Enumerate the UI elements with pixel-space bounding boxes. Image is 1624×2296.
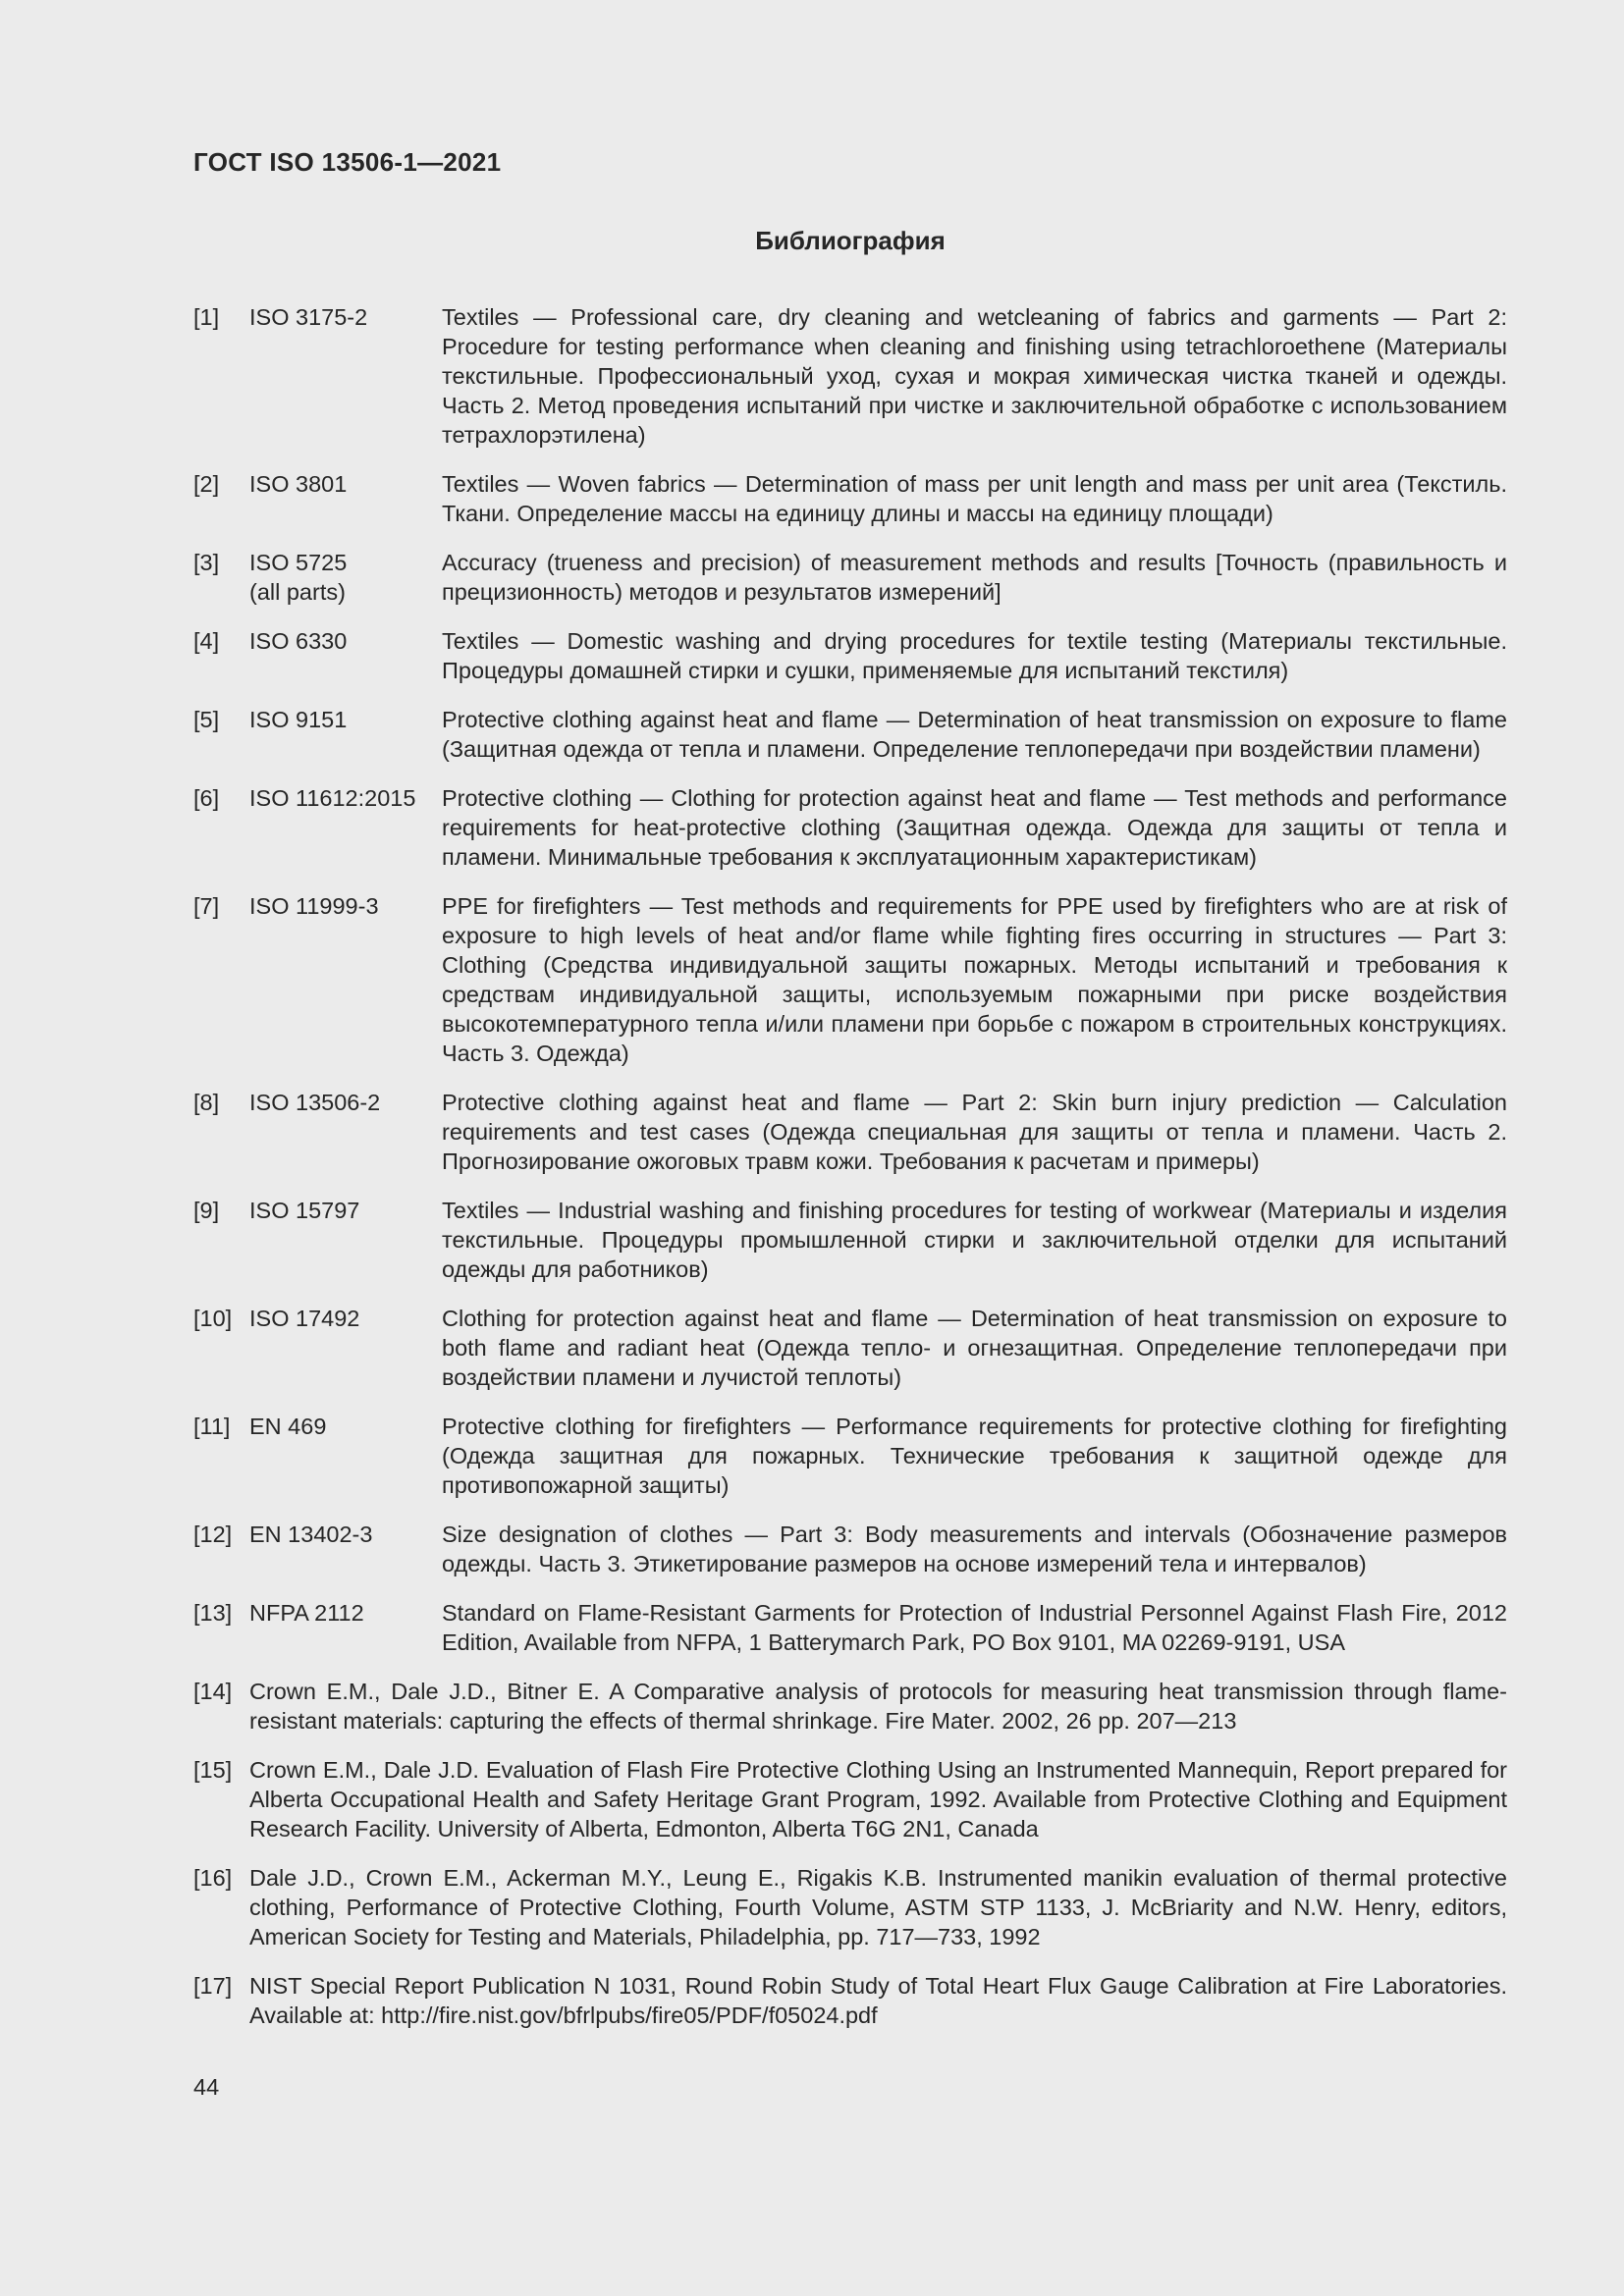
entry-text: Textiles — Professional care, dry cleaning and wetcleaning of fabrics and garments — Part 2: Procedure for testing performance when cleaning and finishing using tetrachloroethene (Материалы текстильные. Профессиональный уход, сухая и мокрая химическая чистка тканей и одежды. Часть 2. Метод проведения испытаний при чистке и заключительной обработке с использованием тетрахлорэтилена) xyxy=(442,304,1507,448)
bibliography-entry xyxy=(193,891,1507,1068)
entry-number: [11] xyxy=(193,1414,231,1439)
bibliography-entry xyxy=(193,1088,1507,1176)
entry-standard-code: EN 469 xyxy=(249,1414,327,1439)
entry-standard-code: ISO 13506-2 xyxy=(249,1090,381,1115)
bibliography-entry xyxy=(193,469,1507,528)
entry-text: Clothing for protection against heat and flame — Determination of heat transmission on exposure to both flame and radiant heat (Одежда тепло- и огнезащитная. Определение теплопередачи при воздействии пламени и лучистой теплоты) xyxy=(442,1306,1507,1390)
bibliography-entry xyxy=(193,1971,1507,2030)
entry-text: Protective clothing for firefighters — Performance requirements for protective clothing for firefighting (Одежда защитная для пожарных. Технические требования к защитной одежде для противопожарной защиты) xyxy=(442,1414,1507,1498)
entry-standard-code: ISO 6330 xyxy=(249,628,348,654)
entry-text: Textiles — Woven fabrics — Determination of mass per unit length and mass per unit area (Текстиль. Ткани. Определение массы на единицу длины и массы на единицу площади) xyxy=(442,471,1507,526)
entry-number: [7] xyxy=(193,893,220,919)
entry-text: Protective clothing against heat and flame — Part 2: Skin burn injury prediction — Calculation requirements and test cases (Одежда специальная для защиты от тепла и пламени. Часть 2. Прогнозирование ожоговых травм кожи. Требования к расчетам и примеры) xyxy=(442,1090,1507,1174)
entry-number: [6] xyxy=(193,785,220,811)
bibliography-entry xyxy=(193,1598,1507,1657)
entry-text: Textiles — Domestic washing and drying procedures for textile testing (Материалы текстильные. Процедуры домашней стирки и сушки, применяемые для испытаний текстиля) xyxy=(442,628,1507,683)
bibliography-entry xyxy=(193,1677,1507,1735)
entry-standard-code: ISO 11612:2015 xyxy=(249,785,416,811)
entry-number: [4] xyxy=(193,628,220,654)
entry-text: Crown E.M., Dale J.D. Evaluation of Flash Fire Protective Clothing Using an Instrumented Mannequin, Report prepared for Alberta Occupational Health and Safety Heritage Grant Program, 1992. Available from Protective Clothing and Equipment Research Facility. University of Alberta, Edmonton, Alberta T6G 2N1, Canada xyxy=(249,1757,1507,1842)
entry-standard-code: EN 13402-3 xyxy=(249,1522,373,1547)
entry-text: Protective clothing — Clothing for protection against heat and flame — Test methods and performance requirements for heat-protective clothing (Защитная одежда. Одежда для защиты от тепла и пламени. Минимальные требования к эксплуатационным характеристикам) xyxy=(442,785,1507,870)
entry-number: [5] xyxy=(193,707,220,732)
bibliography-entry xyxy=(193,626,1507,685)
entry-standard-code: ISO 15797 xyxy=(249,1198,360,1223)
entry-number: [9] xyxy=(193,1198,220,1223)
bibliography-entry xyxy=(193,1863,1507,1951)
bibliography-title: Библиография xyxy=(755,226,946,255)
entry-standard-code: ISO 9151 xyxy=(249,707,348,732)
bibliography-entry xyxy=(193,1412,1507,1500)
bibliography-entry xyxy=(193,548,1507,607)
entry-text: Standard on Flame-Resistant Garments for Protection of Industrial Personnel Against Flash Fire, 2012 Edition, Available from NFPA, 1 Batterymarch Park, PO Box 9101, MA 02269-9191, USA xyxy=(442,1600,1507,1655)
entry-standard-code: ISO 3175-2 xyxy=(249,304,368,330)
bibliography-entry xyxy=(193,1196,1507,1284)
entry-text: Crown E.M., Dale J.D., Bitner E. A Comparative analysis of protocols for measuring heat transmission through flame-resistant materials: capturing the effects of thermal shrinkage. Fire Mater. 2002, 26 pp. 207—213 xyxy=(249,1679,1507,1734)
entry-number: [14] xyxy=(193,1679,233,1704)
entry-text: Textiles — Industrial washing and finishing procedures for testing of workwear (Материалы и изделия текстильные. Процедуры промышленной стирки и заключительной отделки для испытаний одежды для работников) xyxy=(442,1198,1507,1282)
bibliography-entry xyxy=(193,1755,1507,1843)
entry-number: [3] xyxy=(193,550,220,575)
bibliography-entry xyxy=(193,302,1507,450)
entry-text: Protective clothing against heat and flame — Determination of heat transmission on exposure to flame (Защитная одежда от тепла и пламени. Определение теплопередачи при воздействии пламени) xyxy=(442,707,1507,762)
entry-number: [13] xyxy=(193,1600,233,1626)
entry-number: [1] xyxy=(193,304,220,330)
entry-standard-code: ISO 17492 xyxy=(249,1306,360,1331)
bibliography-entry xyxy=(193,1304,1507,1392)
entry-standard-code-block xyxy=(249,548,442,607)
entry-number: [16] xyxy=(193,1865,233,1891)
bibliography-entry xyxy=(193,783,1507,872)
entry-number: [12] xyxy=(193,1522,233,1547)
entry-text: Accuracy (trueness and precision) of measurement methods and results [Точность (правильность и прецизионность) методов и результатов измерений] xyxy=(442,550,1507,605)
entry-number: [17] xyxy=(193,1973,233,1999)
entry-standard-code: ISO 11999-3 xyxy=(249,893,379,919)
entry-standard-code-note: (all parts) xyxy=(249,579,346,605)
bibliography-list xyxy=(193,302,1507,2050)
entry-text: Dale J.D., Crown E.M., Ackerman M.Y., Leung E., Rigakis K.B. Instrumented manikin evaluation of thermal protective clothing, Performance of Protective Clothing, Fourth Volume, ASTM STP 1133, J. McBriarity and N.W. Henry, editors, American Society for Testing and Materials, Philadelphia, pp. 717—733, 1992 xyxy=(249,1865,1507,1949)
entry-text: PPE for firefighters — Test methods and requirements for PPE used by firefighters who are at risk of exposure to high levels of heat and/or flame while fighting fires occurring in structures — Part 3: Clothing (Средства индивидуальной защиты пожарных. Методы испытаний и требования к средствам индивидуальной защиты, используемым пожарными при риске воздействия высокотемпературного тепла и/или пламени при борьбе с пожаром в строительных конструкциях. Часть 3. Одежда) xyxy=(442,893,1507,1066)
bibliography-entry xyxy=(193,705,1507,764)
bibliography-entry xyxy=(193,1520,1507,1578)
entry-standard-code: ISO 5725 xyxy=(249,550,348,575)
entry-standard-code: NFPA 2112 xyxy=(249,1600,364,1626)
entry-text: NIST Special Report Publication N 1031, Round Robin Study of Total Heart Flux Gauge Calibration at Fire Laboratories. Available at: http://fire.nist.gov/bfrlpubs/fire05/PDF/f05024.pdf xyxy=(249,1973,1507,2028)
document-code: ГОСТ ISO 13506-1—2021 xyxy=(193,147,502,177)
entry-number: [8] xyxy=(193,1090,220,1115)
entry-text: Size designation of clothes — Part 3: Body measurements and intervals (Обозначение размеров одежды. Часть 3. Этикетирование размеров на основе измерений тела и интервалов) xyxy=(442,1522,1507,1576)
page-number: 44 xyxy=(193,2074,220,2100)
entry-standard-code: ISO 3801 xyxy=(249,471,348,497)
entry-number: [15] xyxy=(193,1757,233,1783)
entry-number: [10] xyxy=(193,1306,233,1331)
entry-number: [2] xyxy=(193,471,220,497)
